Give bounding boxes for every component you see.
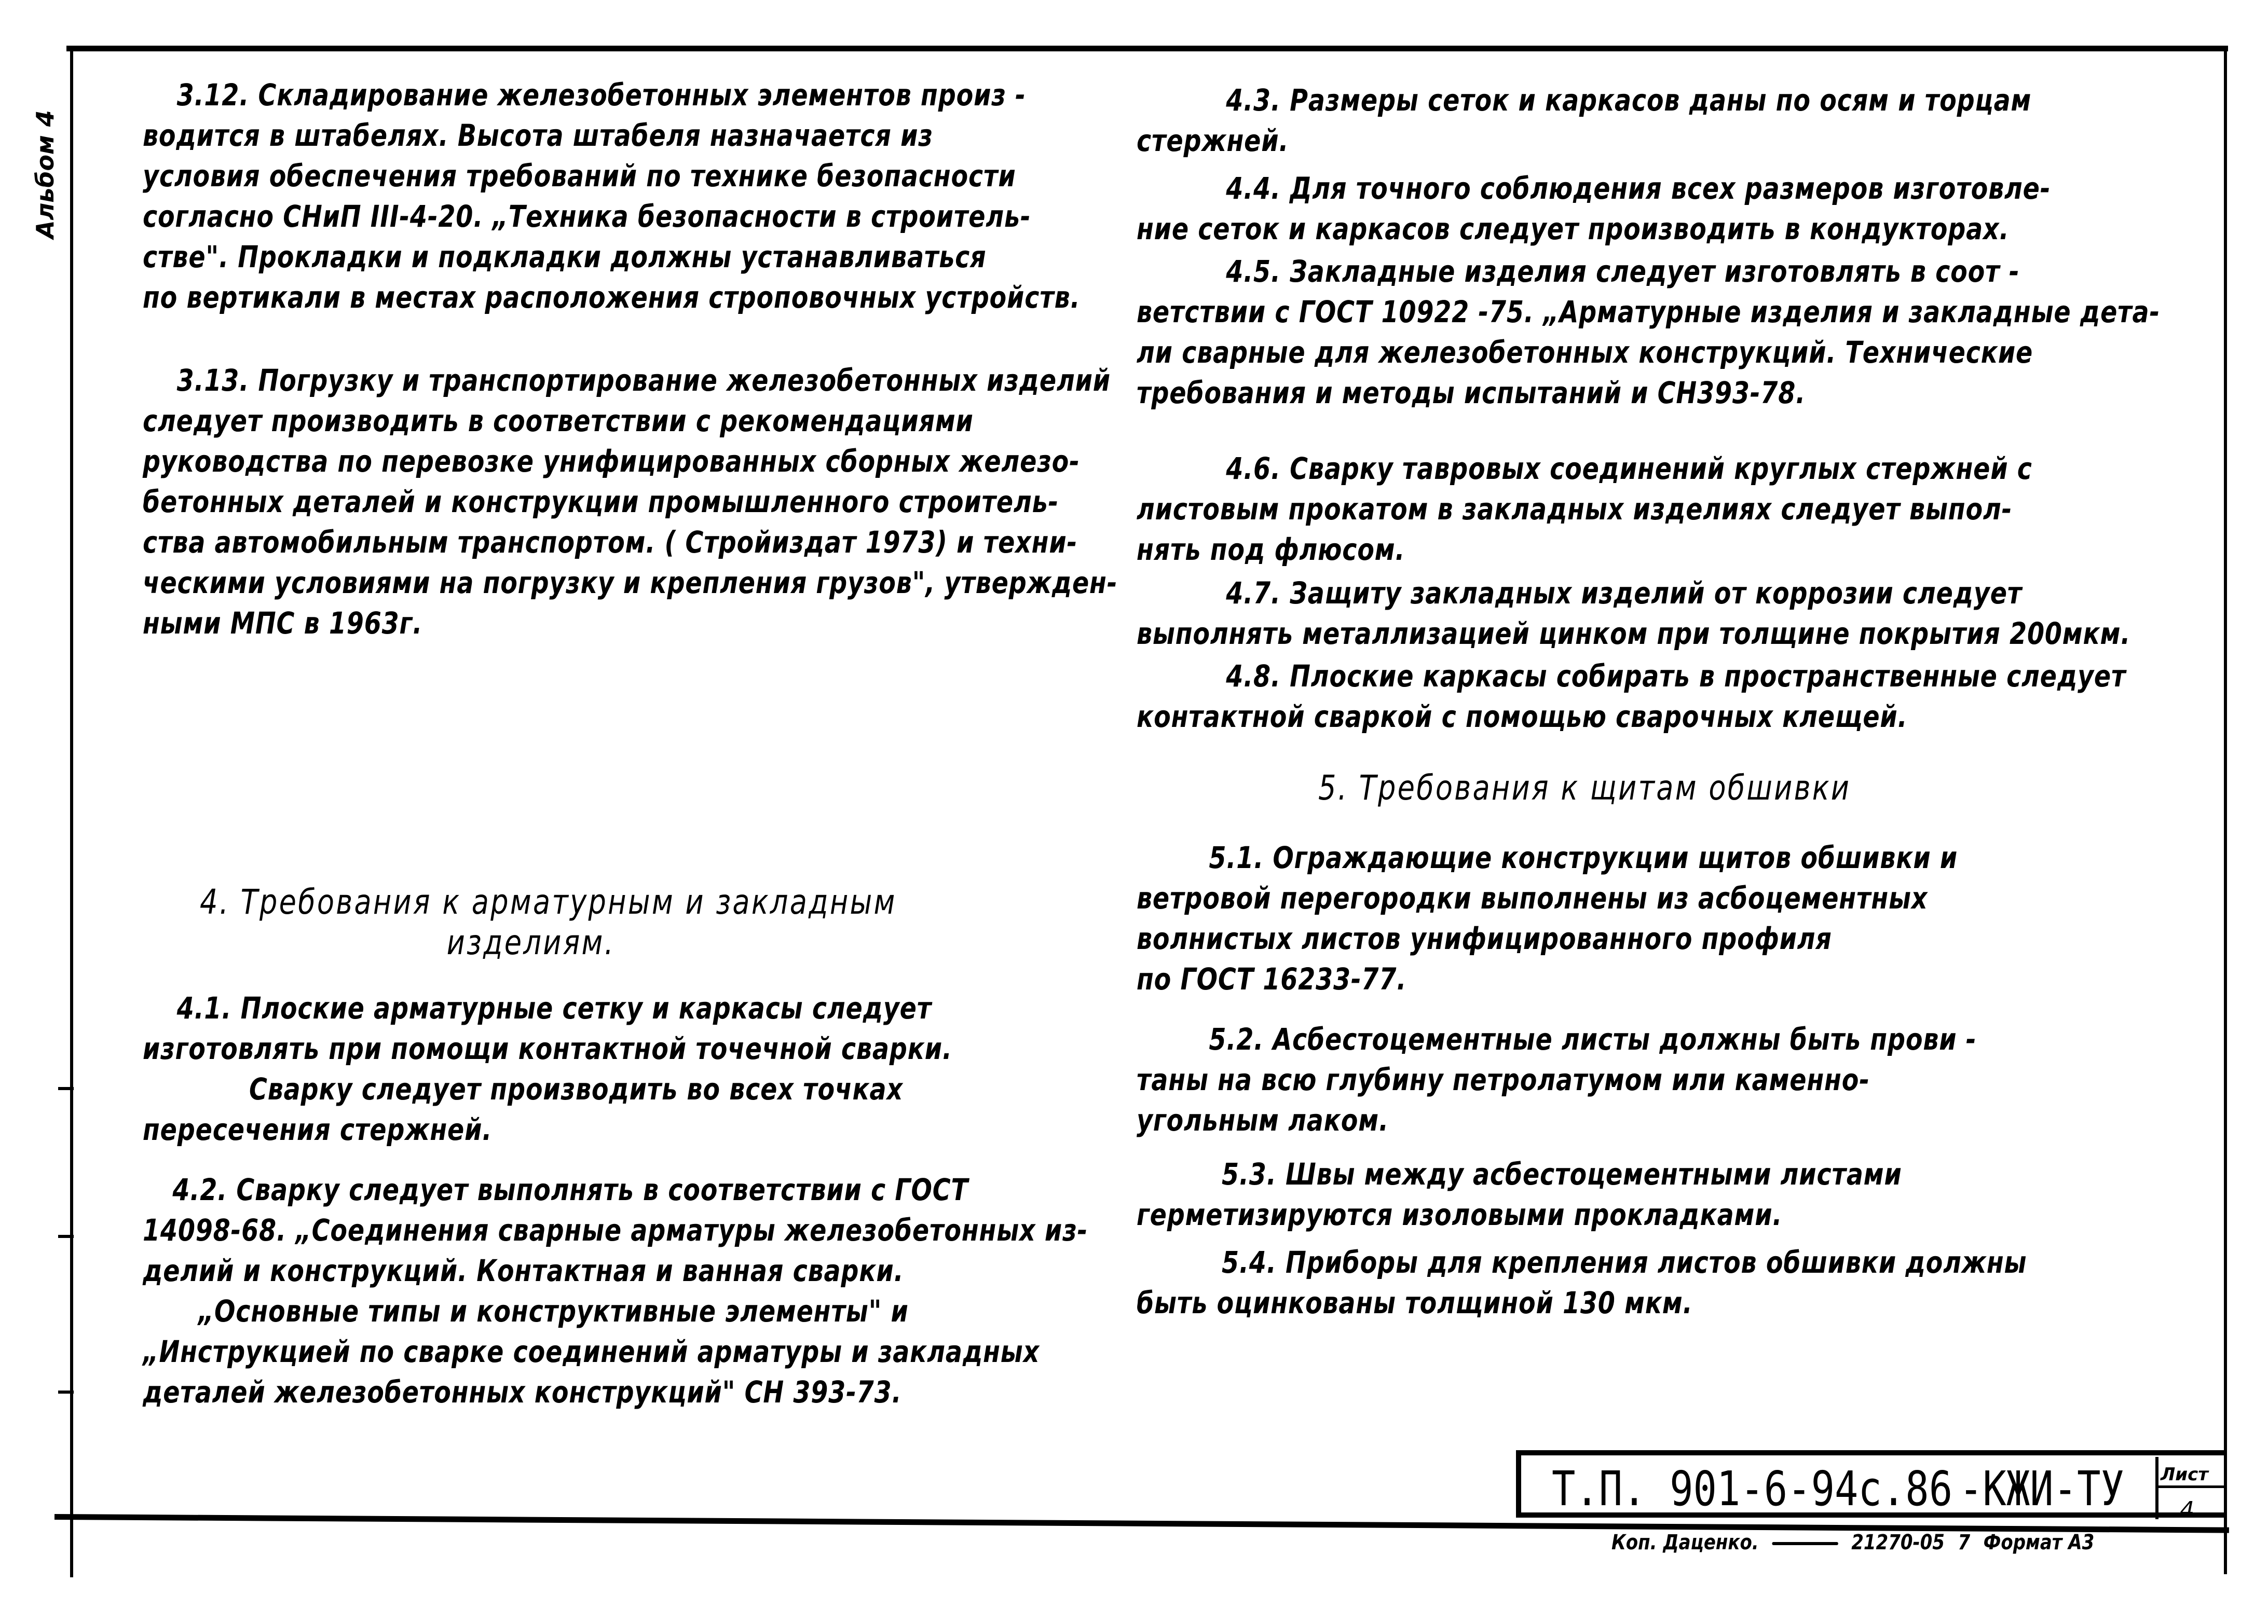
heading-line: 4. Требования к арматурным и закладным — [200, 882, 897, 922]
paragraph-5-1 — [1137, 841, 1958, 1002]
sheet-label: Лист — [2161, 1464, 2208, 1485]
text-line: 4.4. Для точного соблюдения всех размеров изготовле- — [1226, 171, 2051, 206]
text-line: по ГОСТ 16233-77. — [1137, 961, 1407, 997]
text-line: условия обеспечения требований по технике безопасности — [143, 158, 1016, 194]
text-line: листовым прокатом в закладных изделиях следует выпол- — [1137, 491, 2013, 527]
paragraph-4-3 — [1137, 83, 2031, 164]
paragraph-3-13 — [143, 363, 1117, 646]
album-margin-label: Альбом 4 — [31, 110, 59, 239]
text-line: стве". Прокладки и подкладки должны устанавливаться — [143, 239, 987, 274]
text-line: ние сеток и каркасов следует производить в кондукторах. — [1137, 211, 2010, 246]
text-line: 5.3. Швы между асбестоцементными листами — [1222, 1157, 1902, 1192]
text-line: ветствии с ГОСТ 10922 -75. „Арматурные изделия и закладные дета- — [1137, 294, 2161, 329]
paragraph-4-8 — [1137, 659, 2126, 740]
sheet-cell-divider — [2158, 1485, 2225, 1488]
text-line: „Основные типы и конструктивные элементы" и — [198, 1293, 909, 1329]
text-line: быть оцинкованы толщиной 130 мкм. — [1137, 1285, 1693, 1320]
text-line: герметизируются изоловыми прокладками. — [1137, 1197, 1783, 1232]
text-line: следует производить в соответствии с рекомендациями — [143, 403, 974, 438]
copy-number: 7 — [1958, 1531, 1971, 1554]
text-line: 4.7. Защиту закладных изделий от коррозии следует — [1226, 575, 2023, 611]
heading-line: 5. Требования к щитам обшивки — [1318, 768, 1851, 808]
text-line: 14098-68. „Соединения сварные арматуры железобетонных из- — [143, 1213, 1088, 1248]
paragraph-4-1 — [143, 991, 952, 1153]
text-line: ческими условиями на погрузку и крепления грузов", утвержден- — [143, 565, 1118, 600]
text-line: 5.4. Приборы для крепления листов обшивки должны — [1222, 1245, 2027, 1280]
document-code: Т.П. 901-6-94с.86 — [1552, 1461, 1953, 1517]
text-line: выполнять металлизацией цинком при толщине покрытия 200мкм. — [1137, 616, 2131, 651]
text-line: 3.13. Погрузку и транспортирование железобетонных изделий — [176, 363, 1111, 398]
paragraph-4-5 — [1137, 254, 2160, 416]
title-block-divider — [2155, 1457, 2158, 1519]
text-line: стержней. — [1137, 123, 1289, 158]
paper-format: Формат А3 — [1983, 1531, 2095, 1554]
signature-mark — [1772, 1542, 1838, 1545]
text-line: деталей железобетонных конструкций" СН 393-73. — [143, 1374, 902, 1410]
frame-top-border — [66, 46, 2228, 51]
document-code-suffix: -КЖИ-ТУ — [1959, 1461, 2124, 1517]
paragraph-4-2 — [143, 1173, 1088, 1415]
text-line: по вертикали в местах расположения строповочных устройств. — [143, 280, 1081, 315]
text-line: пересечения стержней. — [143, 1112, 493, 1147]
text-line: 3.12. Складирование железобетонных элементов произ - — [176, 77, 1026, 113]
text-line: 4.1. Плоские арматурные сетку и каркасы следует — [176, 990, 932, 1026]
text-line: бетонных деталей и конструкции промышленного строитель- — [143, 484, 1059, 519]
text-line: таны на всю глубину петролатумом или каменно- — [1137, 1062, 1870, 1097]
copy-footer — [1611, 1531, 2108, 1554]
paragraph-5-3 — [1137, 1157, 1902, 1238]
text-line: ными МПС в 1963г. — [143, 605, 423, 641]
paragraph-5-2 — [1137, 1022, 1976, 1144]
heading-line: изделиям. — [446, 923, 616, 962]
text-line: 4.5. Закладные изделия следует изготовлять в соот - — [1226, 254, 2020, 289]
frame-right-border — [2224, 48, 2227, 1574]
text-line: 4.8. Плоские каркасы собирать в пространственные следует — [1226, 658, 2126, 694]
text-line: 4.3. Размеры сеток и каркасов даны по осям и торцам — [1226, 82, 2032, 118]
text-line: Сварку следует производить во всех точках — [249, 1071, 903, 1107]
text-line: 4.2. Сварку следует выполнять в соответствии с ГОСТ — [172, 1172, 968, 1207]
paragraph-4-6 — [1137, 451, 2032, 573]
text-line: 4.6. Сварку тавровых соединений круглых стержней с — [1226, 451, 2032, 486]
paragraph-3-12 — [143, 78, 1080, 321]
text-line: 5.2. Асбестоцементные листы должны быть прови - — [1209, 1022, 1977, 1057]
text-line: ства автомобильным транспортом. ( Стройиздат 1973) и техни- — [143, 525, 1078, 560]
section-4-heading — [200, 882, 897, 963]
text-line: контактной сваркой с помощью сварочных клещей. — [1137, 699, 1908, 734]
text-line: согласно СНиП III-4-20. „Техника безопасности в строитель- — [143, 199, 1031, 234]
section-5-heading — [1318, 768, 1851, 808]
text-line: 5.1. Ограждающие конструкции щитов обшивки и — [1209, 840, 1958, 875]
text-line: требования и методы испытаний и СН393-78. — [1137, 375, 1806, 410]
text-line: изготовлять при помощи контактной точечной сварки. — [143, 1031, 952, 1066]
paragraph-4-7 — [1137, 576, 2130, 657]
text-line: нять под флюсом. — [1137, 532, 1405, 567]
text-line: руководства по перевозке унифицированных сборных железо- — [143, 444, 1080, 479]
sheet-number: 4 — [2180, 1497, 2194, 1523]
paragraph-4-4 — [1137, 171, 2051, 252]
text-line: угольным лаком. — [1137, 1103, 1389, 1138]
text-line: водится в штабелях. Высота штабеля назначается из — [143, 118, 933, 153]
copied-by: Коп. Даценко. — [1611, 1531, 1759, 1554]
order-number: 21270-05 — [1851, 1531, 1945, 1554]
margin-tick — [58, 1087, 74, 1090]
text-line: „Инструкцией по сварке соединений арматуры и закладных — [143, 1334, 1040, 1369]
margin-tick — [58, 1235, 74, 1238]
text-line: волнистых листов унифицированного профиля — [1137, 921, 1832, 956]
paragraph-5-4 — [1137, 1245, 2027, 1326]
margin-tick — [58, 1391, 74, 1394]
frame-left-border — [70, 47, 73, 1577]
text-line: ветровой перегородки выполнены из асбоцементных — [1137, 880, 1928, 916]
text-line: делий и конструкций. Контактная и ванная сварки. — [143, 1253, 904, 1288]
text-line: ли сварные для железобетонных конструкций. Технические — [1137, 335, 2033, 370]
